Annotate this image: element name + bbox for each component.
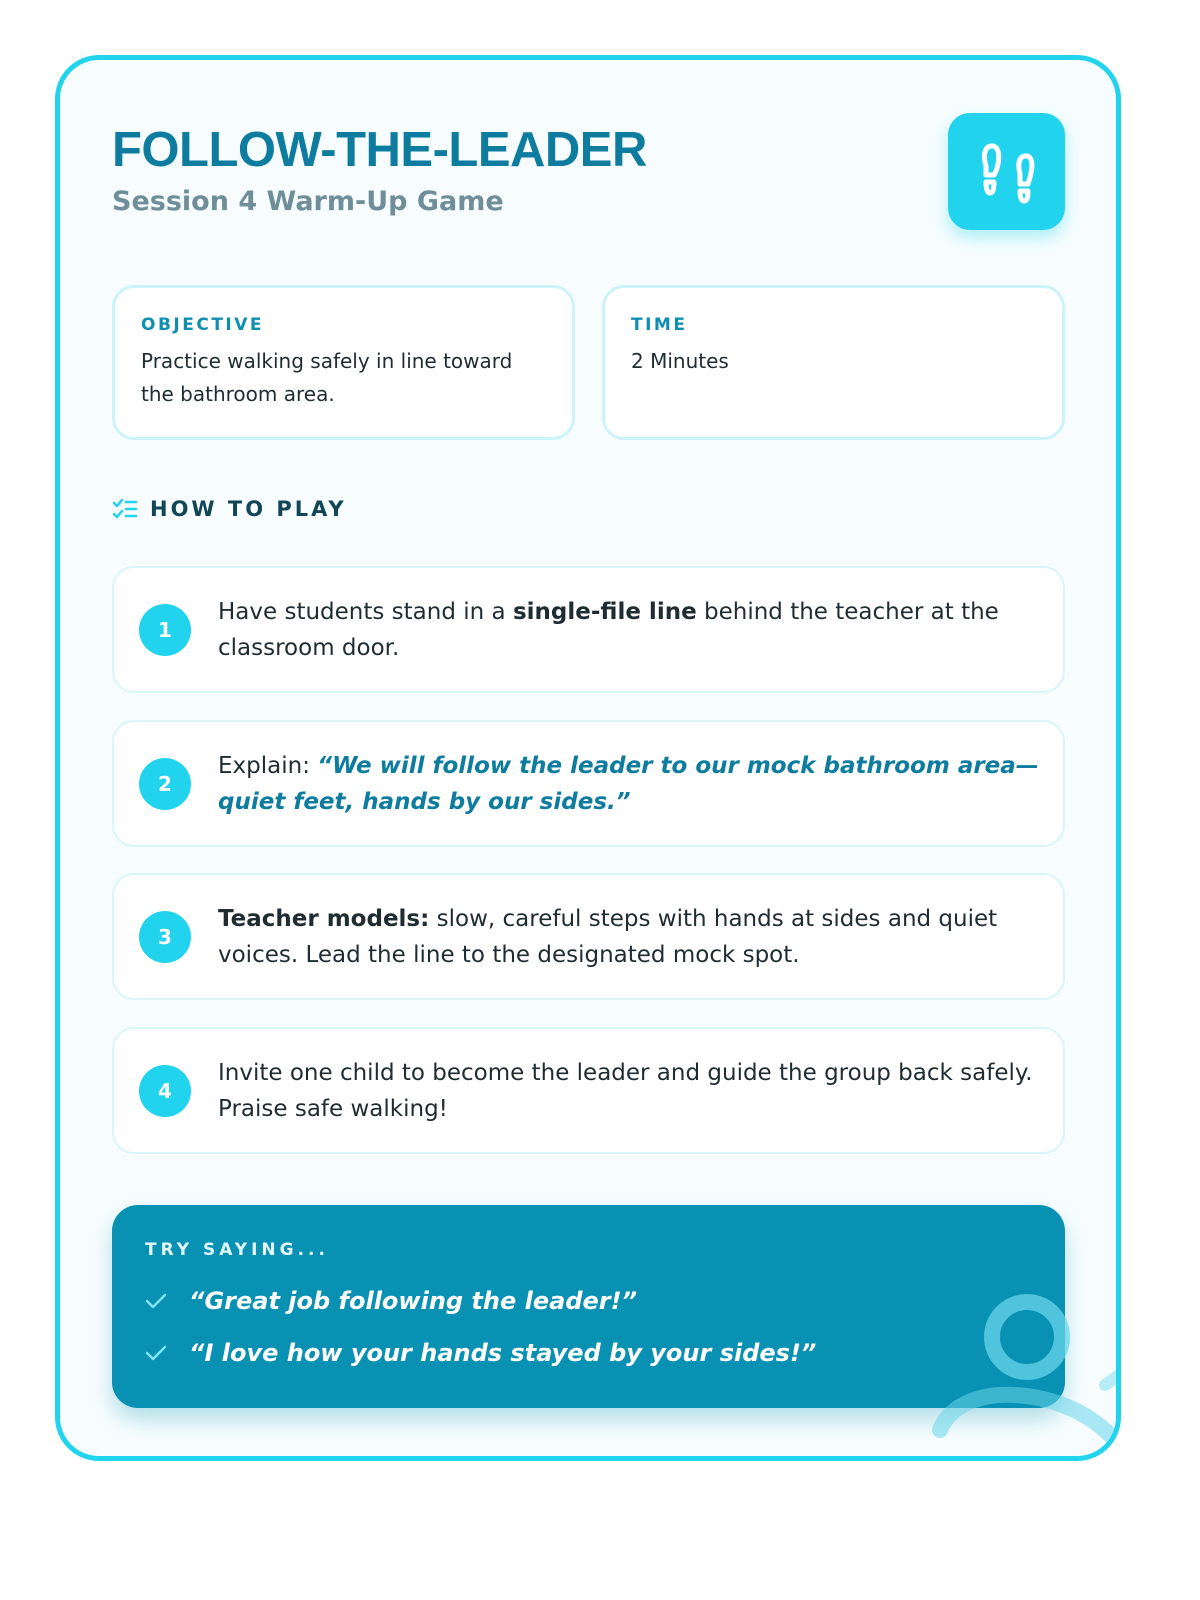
- step-text: [218, 748, 1041, 820]
- time-box: [602, 285, 1065, 440]
- check-icon: [145, 1292, 167, 1310]
- how-to-play-heading: [112, 497, 347, 521]
- step-number: 3: [139, 911, 191, 963]
- step-text: [218, 901, 1041, 973]
- step-text-emphasis: Teacher models:: [218, 906, 430, 932]
- objective-box: [112, 285, 575, 440]
- page-subtitle: Session 4 Warm-Up Game: [112, 186, 504, 217]
- time-text: 2 Minutes: [631, 349, 729, 373]
- step-text-part: Explain:: [218, 753, 318, 779]
- step-text-part: slow, careful steps with hands at sides and quiet voices. Lead the line to the designated mock spot.: [218, 906, 998, 968]
- page-title: FOLLOW-THE-LEADER: [112, 123, 647, 177]
- time-label: TIME: [631, 315, 688, 335]
- person-icon: [920, 1275, 1121, 1461]
- activity-card: [55, 55, 1121, 1461]
- step-text-part: Invite one child to become the leader and guide the group back safely. Praise safe walking!: [218, 1060, 1033, 1122]
- phrase-text: “Great job following the leader!”: [189, 1287, 638, 1315]
- step-text-emphasis: single-file line: [512, 599, 697, 625]
- step-item: [112, 873, 1065, 1000]
- step-number: 2: [139, 758, 191, 810]
- footprints-icon: [976, 140, 1038, 204]
- checklist-icon: [112, 498, 138, 520]
- phrase-text: “I love how your hands stayed by your sides!”: [189, 1339, 817, 1367]
- step-item: [112, 1027, 1065, 1154]
- step-item: [112, 720, 1065, 847]
- phrase-item: [145, 1287, 637, 1315]
- step-number: 1: [139, 604, 191, 656]
- objective-text: Practice walking safely in line toward the bathroom area.: [141, 349, 513, 406]
- phrase-item: [145, 1339, 816, 1367]
- step-item: [112, 566, 1065, 693]
- step-text-part: behind the teacher at the classroom door.: [218, 599, 999, 661]
- how-to-play-label: HOW TO PLAY: [150, 497, 347, 521]
- step-quote: “We will follow the leader to our mock bathroom area—quiet feet, hands by our sides.”: [218, 753, 1039, 815]
- try-saying-label: TRY SAYING...: [145, 1240, 329, 1260]
- objective-label: OBJECTIVE: [141, 315, 265, 335]
- step-number: 4: [139, 1065, 191, 1117]
- check-icon: [145, 1344, 167, 1362]
- step-text-part: Have students stand in a: [218, 599, 513, 625]
- step-text: [218, 594, 1041, 666]
- step-text: [218, 1055, 1041, 1127]
- footprints-badge: [948, 113, 1065, 230]
